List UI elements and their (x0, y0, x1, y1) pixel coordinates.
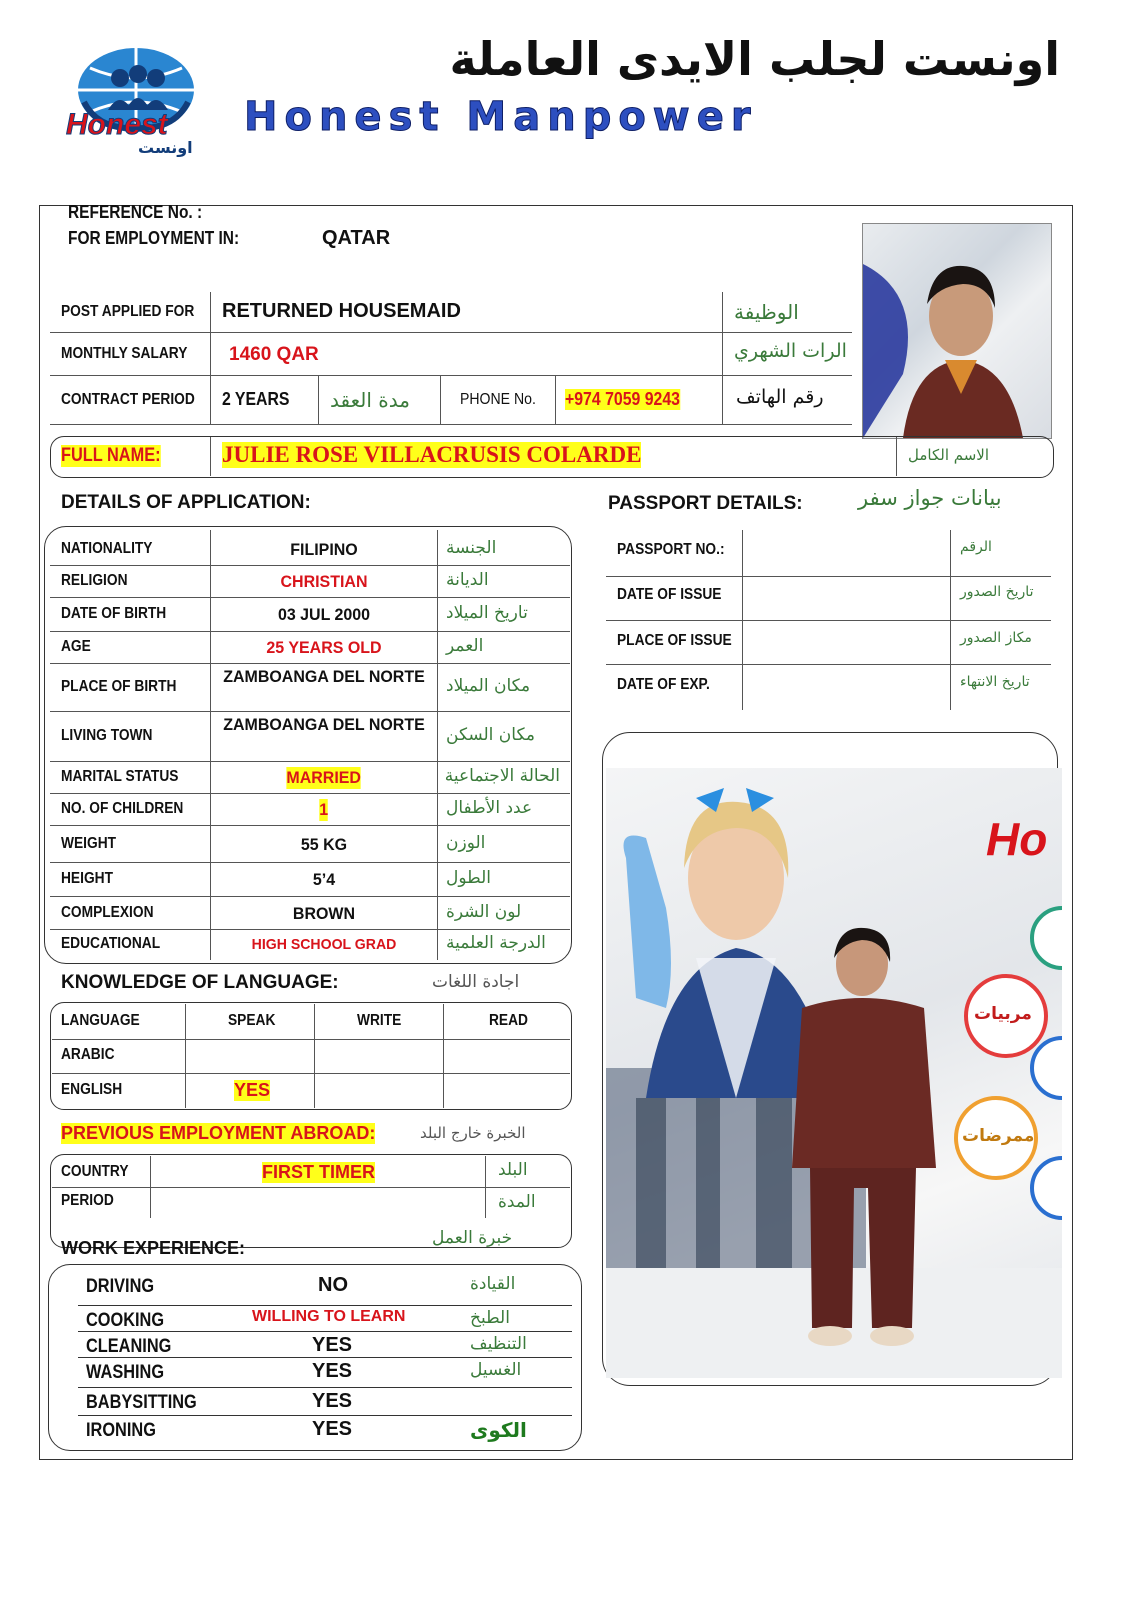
work-label: COOKING (86, 1310, 165, 1331)
language-name: ARABIC (61, 1046, 115, 1063)
passport-title-arabic: بيانات جواز سفر (858, 486, 1002, 510)
detail-value: CHRISTIAN (280, 572, 368, 591)
passport-label: PASSPORT NO.: (617, 541, 725, 558)
details-title: DETAILS OF APPLICATION: (61, 492, 311, 513)
work-label: WASHING (86, 1362, 165, 1383)
salary-value: 1460 QAR (229, 344, 319, 365)
country-value: FIRST TIMER (262, 1162, 375, 1182)
contract-value: 2 YEARS (222, 389, 290, 409)
post-label: POST APPLIED FOR (61, 303, 195, 320)
detail-arabic: الديانة (446, 570, 489, 590)
detail-value: 25 YEARS OLD (266, 638, 382, 657)
passport-title: PASSPORT DETAILS: (608, 493, 803, 514)
detail-value: MARRIED (286, 768, 361, 787)
work-label: CLEANING (86, 1336, 172, 1357)
work-value: YES (312, 1390, 353, 1412)
detail-label: HEIGHT (61, 870, 113, 887)
work-value: YES (312, 1334, 353, 1356)
phone-arabic: رقم الهاتف (736, 386, 824, 408)
detail-label: COMPLEXION (61, 903, 154, 921)
company-logo (58, 40, 218, 160)
passport-arabic: مكاز الصدور (960, 630, 1032, 646)
passport-label: DATE OF ISSUE (617, 586, 722, 603)
language-header: SPEAK (228, 1012, 276, 1029)
employment-country: QATAR (322, 227, 391, 249)
fullname-label: FULL NAME: (61, 445, 161, 466)
detail-arabic: الجنسة (446, 537, 497, 558)
employment-label: FOR EMPLOYMENT IN: (68, 228, 240, 248)
post-value: RETURNED HOUSEMAID (222, 300, 461, 322)
detail-arabic: الحالة الاجتماعية (444, 766, 560, 786)
logo-arabic-text: اونست (138, 138, 193, 157)
language-speak: YES (234, 1080, 271, 1100)
contract-label: CONTRACT PERIOD (61, 391, 195, 408)
details-title-text: DETAILS OF APPLICATION (61, 492, 305, 513)
banner-bubble-1: مربيات (974, 1004, 1032, 1024)
detail-label: MARITAL STATUS (61, 768, 179, 785)
work-label: DRIVING (86, 1276, 155, 1297)
work-arabic: الطبخ (470, 1308, 510, 1328)
company-name-arabic: اونست لجلب الايدى العاملة (449, 32, 1060, 86)
work-label: IRONING (86, 1420, 156, 1441)
period-arabic: المدة (498, 1192, 536, 1212)
phone-label: PHONE No. (460, 391, 536, 408)
detail-arabic: العمر (446, 636, 484, 656)
detail-value: ZAMBOANGA DEL NORTE (223, 667, 425, 686)
passport-arabic: الرقم (960, 539, 992, 555)
language-title-arabic: اجادة اللغات (432, 972, 520, 992)
detail-value: BROWN (292, 903, 356, 923)
previous-title: PREVIOUS EMPLOYMENT ABROAD: (61, 1123, 376, 1143)
work-value: NO (318, 1274, 348, 1296)
work-arabic: الغسيل (470, 1360, 522, 1380)
detail-arabic: عدد الأطفال (446, 798, 533, 818)
detail-label: NATIONALITY (61, 539, 153, 557)
work-value: WILLING TO LEARN (252, 1308, 406, 1325)
work-arabic: القيادة (470, 1274, 516, 1294)
detail-arabic: تاريخ الميلاد (446, 603, 528, 623)
detail-arabic: لون الشرة (446, 901, 522, 922)
passport-label: PLACE OF ISSUE (617, 632, 732, 649)
contract-arabic: مدة العقد (330, 388, 410, 412)
phone-value: +974 7059 9243 (565, 389, 680, 409)
detail-label: AGE (61, 638, 91, 655)
work-title: WORK EXPERIENCE: (61, 1238, 246, 1258)
detail-label: NO. OF CHILDREN (61, 800, 184, 817)
passport-arabic: تاريخ الانتهاء (960, 674, 1030, 690)
language-header: LANGUAGE (61, 1012, 140, 1029)
salary-label: MONTHLY SALARY (61, 345, 188, 362)
fullname-value: JULIE ROSE VILLACRUSIS COLARDE (222, 442, 642, 467)
detail-label: PLACE OF BIRTH (61, 678, 177, 695)
detail-arabic: مكان السكن (446, 725, 535, 745)
detail-arabic: مكان الميلاد (446, 676, 531, 696)
work-value: YES (312, 1418, 353, 1440)
fullname-arabic: الاسم الكامل (908, 446, 990, 464)
language-header: WRITE (357, 1012, 402, 1029)
language-name: ENGLISH (61, 1081, 123, 1098)
banner-brand: Ho (986, 813, 1048, 865)
detail-label: LIVING TOWN (61, 727, 153, 744)
applicant-portrait (862, 223, 1052, 439)
detail-label: DATE OF BIRTH (61, 605, 167, 622)
banner-bubble-2: ممرضات (962, 1126, 1035, 1146)
language-title: KNOWLEDGE OF LANGUAGE: (61, 972, 339, 993)
work-value: YES (312, 1360, 353, 1382)
detail-value: 1 (319, 800, 329, 819)
work-arabic: التنظيف (470, 1334, 527, 1354)
country-label: COUNTRY (61, 1163, 129, 1180)
passport-label: DATE OF EXP. (617, 676, 710, 693)
passport-arabic: تاريخ الصدور (960, 584, 1034, 600)
detail-value: 55 KG (300, 834, 348, 854)
detail-label: EDUCATIONAL (61, 935, 161, 952)
detail-arabic: الوزن (446, 832, 486, 853)
reference-label: REFERENCE No. : (68, 202, 203, 222)
applicant-full-photo (606, 768, 1062, 1378)
logo-text: Honest (66, 108, 168, 141)
work-arabic: الكوى (470, 1418, 527, 1442)
detail-value: ZAMBOANGA DEL NORTE (223, 715, 425, 734)
country-arabic: البلد (498, 1160, 528, 1180)
detail-label: RELIGION (61, 572, 128, 589)
company-name-english: Honest Manpower (244, 94, 758, 140)
detail-value: 5’4 (312, 870, 336, 889)
language-header: READ (489, 1012, 528, 1029)
work-label: BABYSITTING (86, 1392, 197, 1413)
salary-arabic: الرات الشهري (734, 340, 847, 362)
period-label: PERIOD (61, 1192, 114, 1209)
post-arabic: الوظيفة (734, 300, 799, 324)
detail-arabic: الدرجة العلمية (446, 933, 546, 953)
detail-label: WEIGHT (61, 834, 117, 852)
detail-arabic: الطول (446, 868, 491, 888)
detail-value: 03 JUL 2000 (277, 605, 371, 624)
work-title-arabic: خبرة العمل (432, 1228, 513, 1248)
detail-value: HIGH SCHOOL GRAD (251, 936, 397, 953)
detail-value: FILIPINO (290, 539, 358, 559)
previous-title-arabic: الخبرة خارج البلد (420, 1124, 526, 1142)
